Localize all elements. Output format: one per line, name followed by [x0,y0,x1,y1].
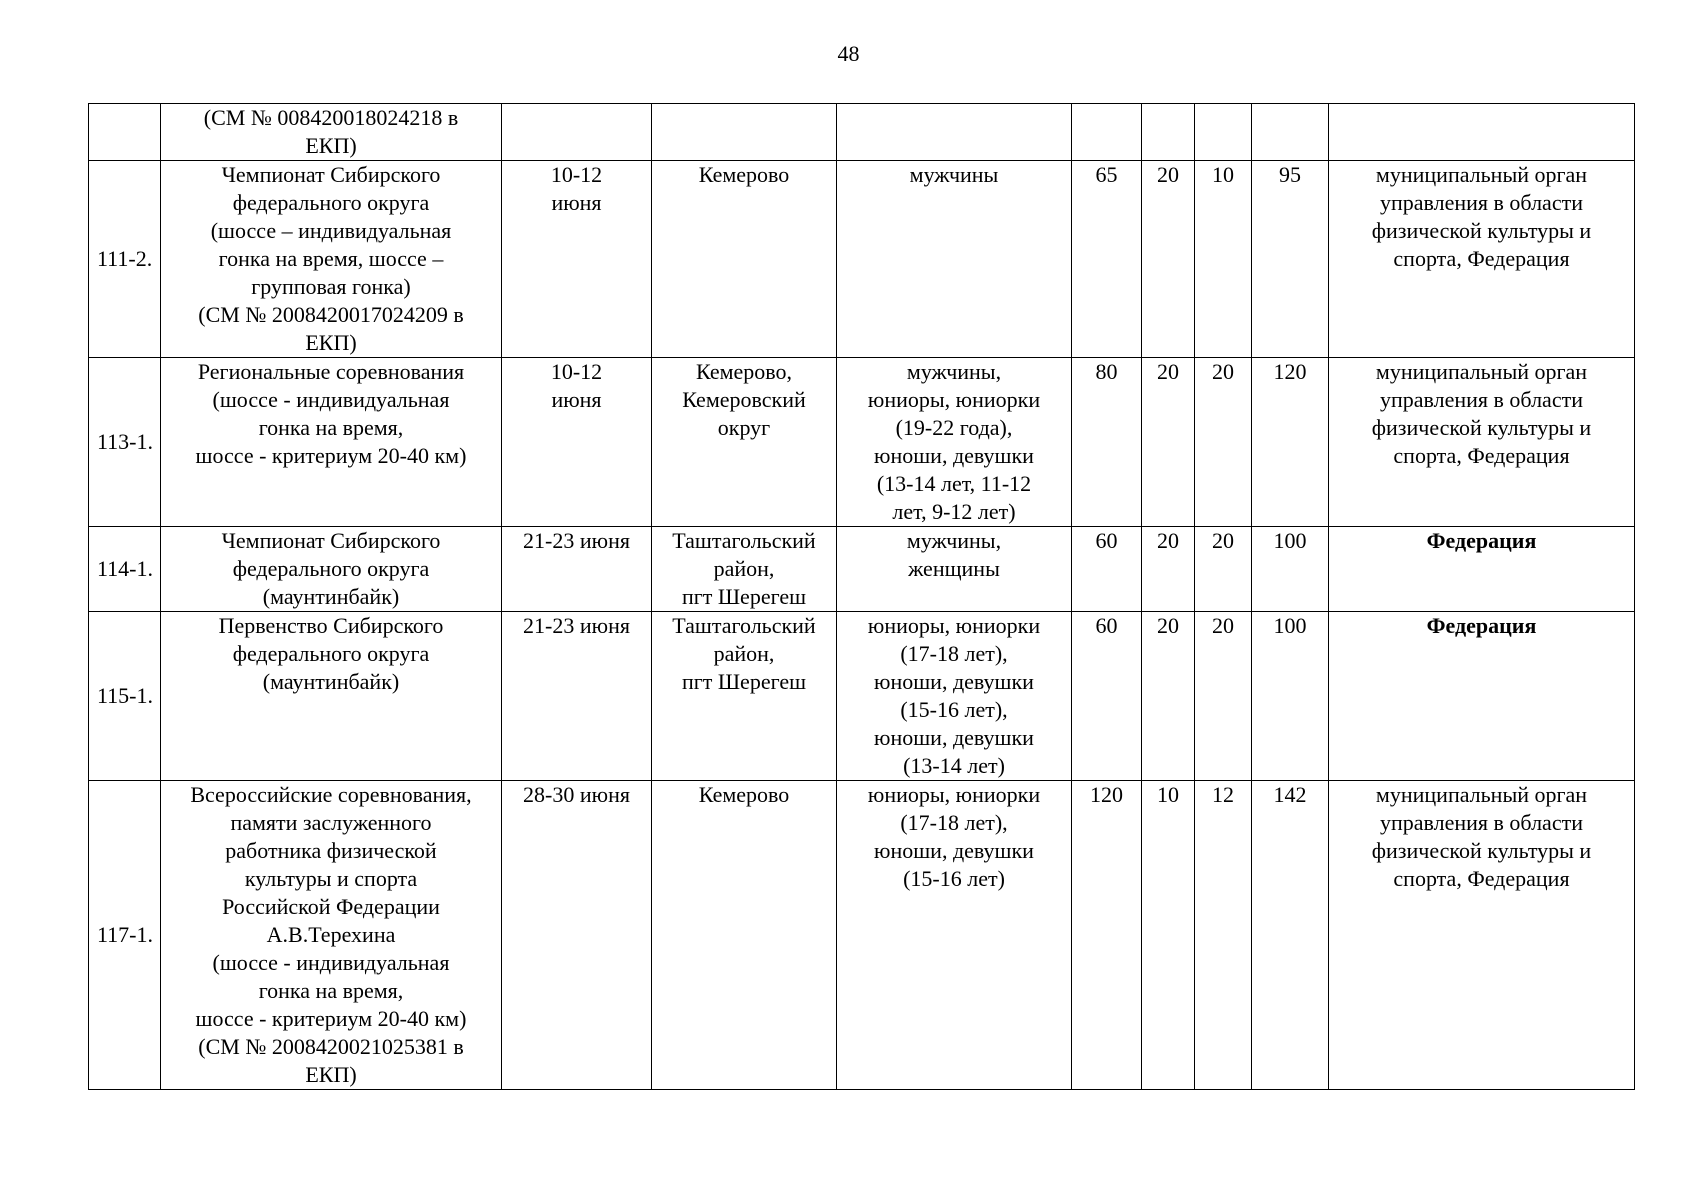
event-organizer [1329,104,1635,161]
event-name: Всероссийские соревнования, памяти заслуженного работника физической культуры и спорта Российской Федерации А.В.Терехина (шоссе - индивидуальная гонка на время, шоссе - критериум 20-40 км) (СМ № 2008420021025381 в ЕКП) [161,781,502,1090]
event-name: (СМ № 008420018024218 в ЕКП) [161,104,502,161]
event-count-1: 60 [1072,612,1142,781]
event-participants: мужчины [837,161,1072,358]
table-row [89,104,1635,161]
event-dates: 10-12 июня [502,161,652,358]
page-number: 48 [837,41,860,66]
event-name: Региональные соревнования (шоссе - индивидуальная гонка на время, шоссе - критериум 20-40 км) [161,358,502,527]
event-participants: мужчины, юниоры, юниорки (19-22 года), юноши, девушки (13-14 лет, 11-12 лет, 9-12 лет) [837,358,1072,527]
event-total [1252,104,1329,161]
event-organizer: муниципальный орган управления в области физической культуры и спорта, Федерация [1329,781,1635,1090]
event-organizer: Федерация [1329,612,1635,781]
event-count-2 [1142,104,1195,161]
event-count-3: 10 [1195,161,1252,358]
event-name: Первенство Сибирского федерального округа (маунтинбайк) [161,612,502,781]
table-row [89,358,1635,527]
table-row [89,527,1635,612]
event-count-3: 12 [1195,781,1252,1090]
event-name: Чемпионат Сибирского федерального округа (маунтинбайк) [161,527,502,612]
event-place: Кемерово, Кемеровский округ [652,358,837,527]
event-number: 115-1. [89,612,161,781]
event-total: 142 [1252,781,1329,1090]
table-row [89,781,1635,1090]
event-name: Чемпионат Сибирского федерального округа (шоссе – индивидуальная гонка на время, шоссе – групповая гонка) (СМ № 2008420017024209 в ЕКП) [161,161,502,358]
event-count-2: 20 [1142,358,1195,527]
event-place: Таштагольский район, пгт Шерегеш [652,612,837,781]
event-dates: 21-23 июня [502,612,652,781]
event-count-2: 20 [1142,612,1195,781]
event-place: Кемерово [652,781,837,1090]
event-number: 111-2. [89,161,161,358]
event-count-1: 80 [1072,358,1142,527]
event-organizer: муниципальный орган управления в области физической культуры и спорта, Федерация [1329,358,1635,527]
event-number [89,104,161,161]
event-number: 114-1. [89,527,161,612]
event-count-3 [1195,104,1252,161]
table-row [89,612,1635,781]
event-total: 95 [1252,161,1329,358]
event-number: 117-1. [89,781,161,1090]
event-participants: мужчины, женщины [837,527,1072,612]
event-place: Таштагольский район, пгт Шерегеш [652,527,837,612]
event-participants: юниоры, юниорки (17-18 лет), юноши, девушки (15-16 лет), юноши, девушки (13-14 лет) [837,612,1072,781]
event-count-2: 20 [1142,527,1195,612]
event-count-1: 120 [1072,781,1142,1090]
event-participants: юниоры, юниорки (17-18 лет), юноши, девушки (15-16 лет) [837,781,1072,1090]
events-table [88,103,1635,1090]
event-count-1: 65 [1072,161,1142,358]
event-dates: 21-23 июня [502,527,652,612]
event-count-3: 20 [1195,358,1252,527]
table-row [89,161,1635,358]
event-total: 100 [1252,527,1329,612]
event-organizer: муниципальный орган управления в области физической культуры и спорта, Федерация [1329,161,1635,358]
event-count-2: 20 [1142,161,1195,358]
event-participants [837,104,1072,161]
event-place [652,104,837,161]
event-total: 100 [1252,612,1329,781]
event-number: 113-1. [89,358,161,527]
event-count-3: 20 [1195,527,1252,612]
event-count-2: 10 [1142,781,1195,1090]
event-dates: 28-30 июня [502,781,652,1090]
event-dates: 10-12 июня [502,358,652,527]
event-total: 120 [1252,358,1329,527]
event-dates [502,104,652,161]
event-count-3: 20 [1195,612,1252,781]
event-organizer: Федерация [1329,527,1635,612]
event-count-1 [1072,104,1142,161]
event-count-1: 60 [1072,527,1142,612]
event-place: Кемерово [652,161,837,358]
